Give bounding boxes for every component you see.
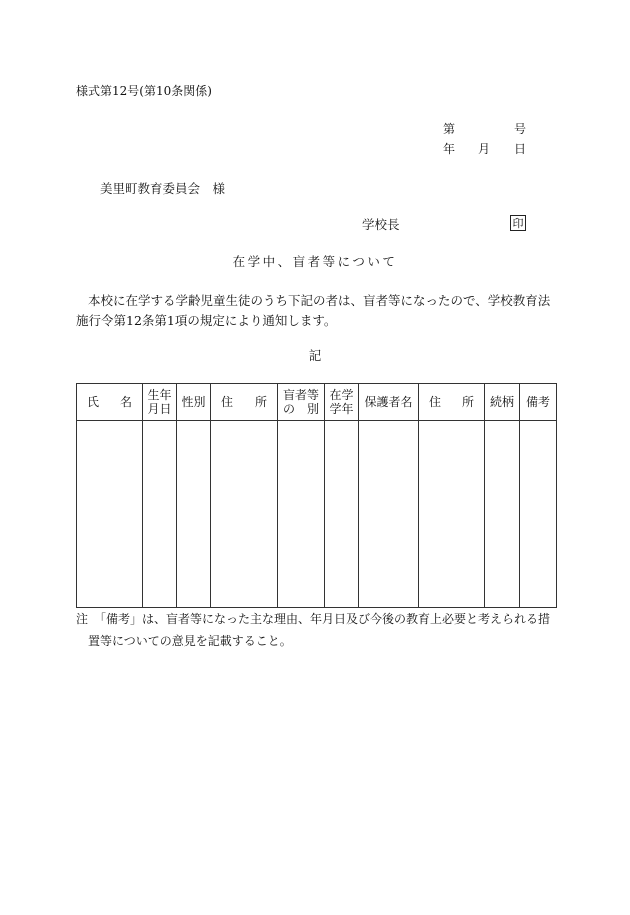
date-month-label: 月 bbox=[478, 142, 491, 156]
date-day-label: 日 bbox=[514, 142, 527, 156]
cell-name[interactable] bbox=[77, 421, 143, 608]
note-line-1: 注 「備考」は、盲者等になった主な理由、年月日及び今後の教育上必要と考えられる措 bbox=[76, 612, 551, 626]
header-birthdate: 生年 月日 bbox=[143, 384, 177, 421]
document-number-prefix: 第 bbox=[443, 122, 456, 136]
header-name: 氏 名 bbox=[77, 384, 143, 421]
body-paragraph: 本校に在学する学齢児童生徒のうち下記の者は、盲者等になったので、学校教育法施行令第12条第1項の規定により通知します。 bbox=[76, 293, 551, 328]
sender-principal: 学校長 bbox=[362, 217, 400, 232]
cell-remarks[interactable] bbox=[520, 421, 557, 608]
table-header-row bbox=[77, 384, 557, 421]
seal-mark: 印 bbox=[510, 215, 526, 231]
header-grade: 在学 学年 bbox=[325, 384, 359, 421]
header-guardian-address: 住 所 bbox=[419, 384, 485, 421]
form-number-label: 様式第12号(第10条関係) bbox=[76, 84, 212, 98]
cell-sex[interactable] bbox=[177, 421, 211, 608]
note-line-2: 置等についての意見を記載すること。 bbox=[88, 634, 292, 648]
cell-grade[interactable] bbox=[325, 421, 359, 608]
header-address: 住 所 bbox=[211, 384, 278, 421]
cell-address[interactable] bbox=[211, 421, 278, 608]
header-sex: 性別 bbox=[177, 384, 211, 421]
cell-guardian-address[interactable] bbox=[419, 421, 485, 608]
cell-guardian-name[interactable] bbox=[359, 421, 419, 608]
document-number-suffix: 号 bbox=[514, 122, 527, 136]
addressee: 美里町教育委員会 様 bbox=[100, 181, 226, 196]
header-guardian-name: 保護者名 bbox=[359, 384, 419, 421]
header-relation: 続柄 bbox=[485, 384, 520, 421]
header-blind-category: 盲者等 の 別 bbox=[278, 384, 325, 421]
date-year-label: 年 bbox=[443, 142, 456, 156]
record-table bbox=[76, 383, 557, 608]
table-row bbox=[77, 421, 557, 608]
cell-blind-category[interactable] bbox=[278, 421, 325, 608]
cell-relation[interactable] bbox=[485, 421, 520, 608]
header-remarks: 備考 bbox=[520, 384, 557, 421]
cell-birthdate[interactable] bbox=[143, 421, 177, 608]
document-title: 在学中、盲者等について bbox=[232, 254, 398, 269]
ki-heading: 記 bbox=[308, 348, 322, 363]
